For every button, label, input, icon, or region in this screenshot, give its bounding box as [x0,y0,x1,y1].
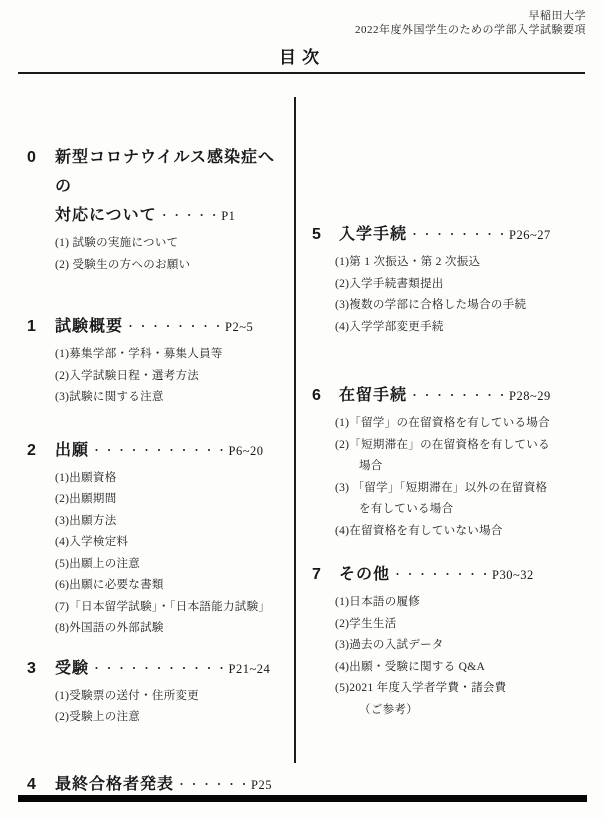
page-reference: P1 [221,209,236,223]
document-subtitle: 2022年度外国学生のための学部入学試験要項 [355,24,586,37]
title-divider-line [18,72,585,74]
section-items [312,592,596,721]
toc-item: (3) 「留学」「短期滞在」以外の在留資格 [335,481,548,494]
page-reference: P6~20 [228,443,264,458]
toc-item: (2)「短期滞在」の在留資格を有している [335,438,550,451]
section-number: 2 [27,441,36,459]
toc-section-7 [312,560,596,721]
page-reference: P28~29 [509,389,551,403]
toc-section-3 [27,654,289,729]
toc-item: (3)出願方法 [55,514,117,527]
section-items [27,686,289,729]
toc-item: (2)出願期間 [55,493,117,505]
section-title-text: 在留手続 [339,387,408,404]
section-title [55,654,289,684]
section-number: 3 [27,659,36,677]
section-title-text: 出願 [55,441,90,459]
toc-item: (5)出願上の注意 [55,557,141,570]
toc-section-6 [312,381,596,542]
toc-item: （ご参考） [359,703,418,716]
dot-leader: ・・・・・・・・ [409,390,510,402]
toc-item: (1)募集学部・学科・募集人員等 [55,348,223,360]
section-title [339,381,596,411]
section-heading [27,143,289,231]
toc-column-left [27,143,289,800]
toc-item: (3)試験に関する注意 [55,391,164,403]
toc-item: (7)「日本留学試験」・「日本語能力試験」 [55,600,271,613]
toc-item: (4)入学検定料 [55,536,129,548]
toc-section-1 [27,312,289,409]
toc-item: (5)2021 年度入学者学費・諸会費 [335,682,507,694]
section-title [55,143,289,231]
section-title [339,220,596,250]
toc-item: (1)出願資格 [55,471,117,484]
footer-bar [18,795,587,802]
toc-section-2 [27,436,289,640]
dot-leader: ・・・・・ [158,210,222,222]
section-title [55,436,289,466]
toc-item: (1)「留学」の在留資格を有している場合 [335,417,550,429]
section-heading [312,560,596,590]
toc-item: 場合 [359,460,383,472]
toc-item: (2)入学手続書類提出 [335,277,444,290]
toc-item: (8)外国語の外部試験 [55,622,164,634]
toc-item: (2)受験上の注意 [55,711,141,723]
section-title-text: 入学手続 [339,226,408,243]
toc-item: (4)入学学部変更手続 [335,320,444,333]
section-title-text: 最終合格者発表 [55,775,175,793]
page-reference: P30~32 [492,568,534,582]
toc-item: (3)複数の学部に合格した場合の手続 [335,299,527,311]
section-items [27,468,289,640]
section-heading [27,436,289,466]
dot-leader: ・・・・・・・・・・・ [91,662,229,675]
section-title-text: 試験概要 [55,318,124,335]
toc-section-0 [27,143,289,276]
toc-item: (1)第 1 次振込・第 2 次振込 [335,256,481,268]
section-title [339,560,596,590]
section-heading [27,654,289,684]
toc-item: (4)在留資格を有していない場合 [335,524,503,537]
toc-item: (2) 受験生の方へのお願い [55,258,191,271]
dot-leader: ・・・・・・・・ [392,569,493,581]
toc-item: (1)日本語の履修 [335,596,421,608]
toc-item: (2)入学試験日程・選考方法 [55,369,200,382]
section-number: 0 [27,149,36,166]
toc-column-right [312,220,596,721]
toc-item: (1) 試験の実施について [55,237,179,249]
section-heading [312,220,596,250]
section-items [312,413,596,542]
section-number: 1 [27,318,36,335]
page-reference: P21~24 [228,661,271,676]
toc-section-5 [312,220,596,338]
page-reference: P25 [251,777,272,792]
section-title-text: 対応について [55,207,157,224]
section-title-text: 新型コロナウイルス感染症への [55,149,276,195]
dot-leader: ・・・・・・・・ [409,229,510,241]
toc-item: (2)学生生活 [335,617,397,630]
section-heading [27,312,289,342]
toc-item: (1)受験票の送付・住所変更 [55,689,200,702]
section-number: 6 [312,387,321,404]
document-header [355,9,586,37]
toc-item: (6)出願に必要な書類 [55,579,164,591]
dot-leader: ・・・・・・・・・・・ [91,444,229,457]
section-number: 4 [27,775,36,793]
section-items [312,252,596,338]
section-title-text: 受験 [55,659,90,677]
dot-leader: ・・・・・・・・ [125,321,226,333]
section-heading [312,381,596,411]
toc-item: を有している場合 [359,503,454,515]
toc-item: (3)過去の入試データ [335,639,444,651]
toc-item: (4)出願・受験に関する Q&A [335,660,486,673]
column-divider-line [294,97,296,763]
section-title-text: その他 [339,566,391,583]
section-number: 5 [312,226,321,243]
university-name: 早稲田大学 [528,10,586,22]
section-number: 7 [312,566,321,583]
page-title: 目次 [279,48,325,67]
section-items [27,344,289,409]
section-title [55,312,289,342]
page-reference: P26~27 [509,228,551,242]
dot-leader: ・・・・・・ [176,778,252,791]
section-items [27,233,289,276]
page-reference: P2~5 [225,320,254,334]
